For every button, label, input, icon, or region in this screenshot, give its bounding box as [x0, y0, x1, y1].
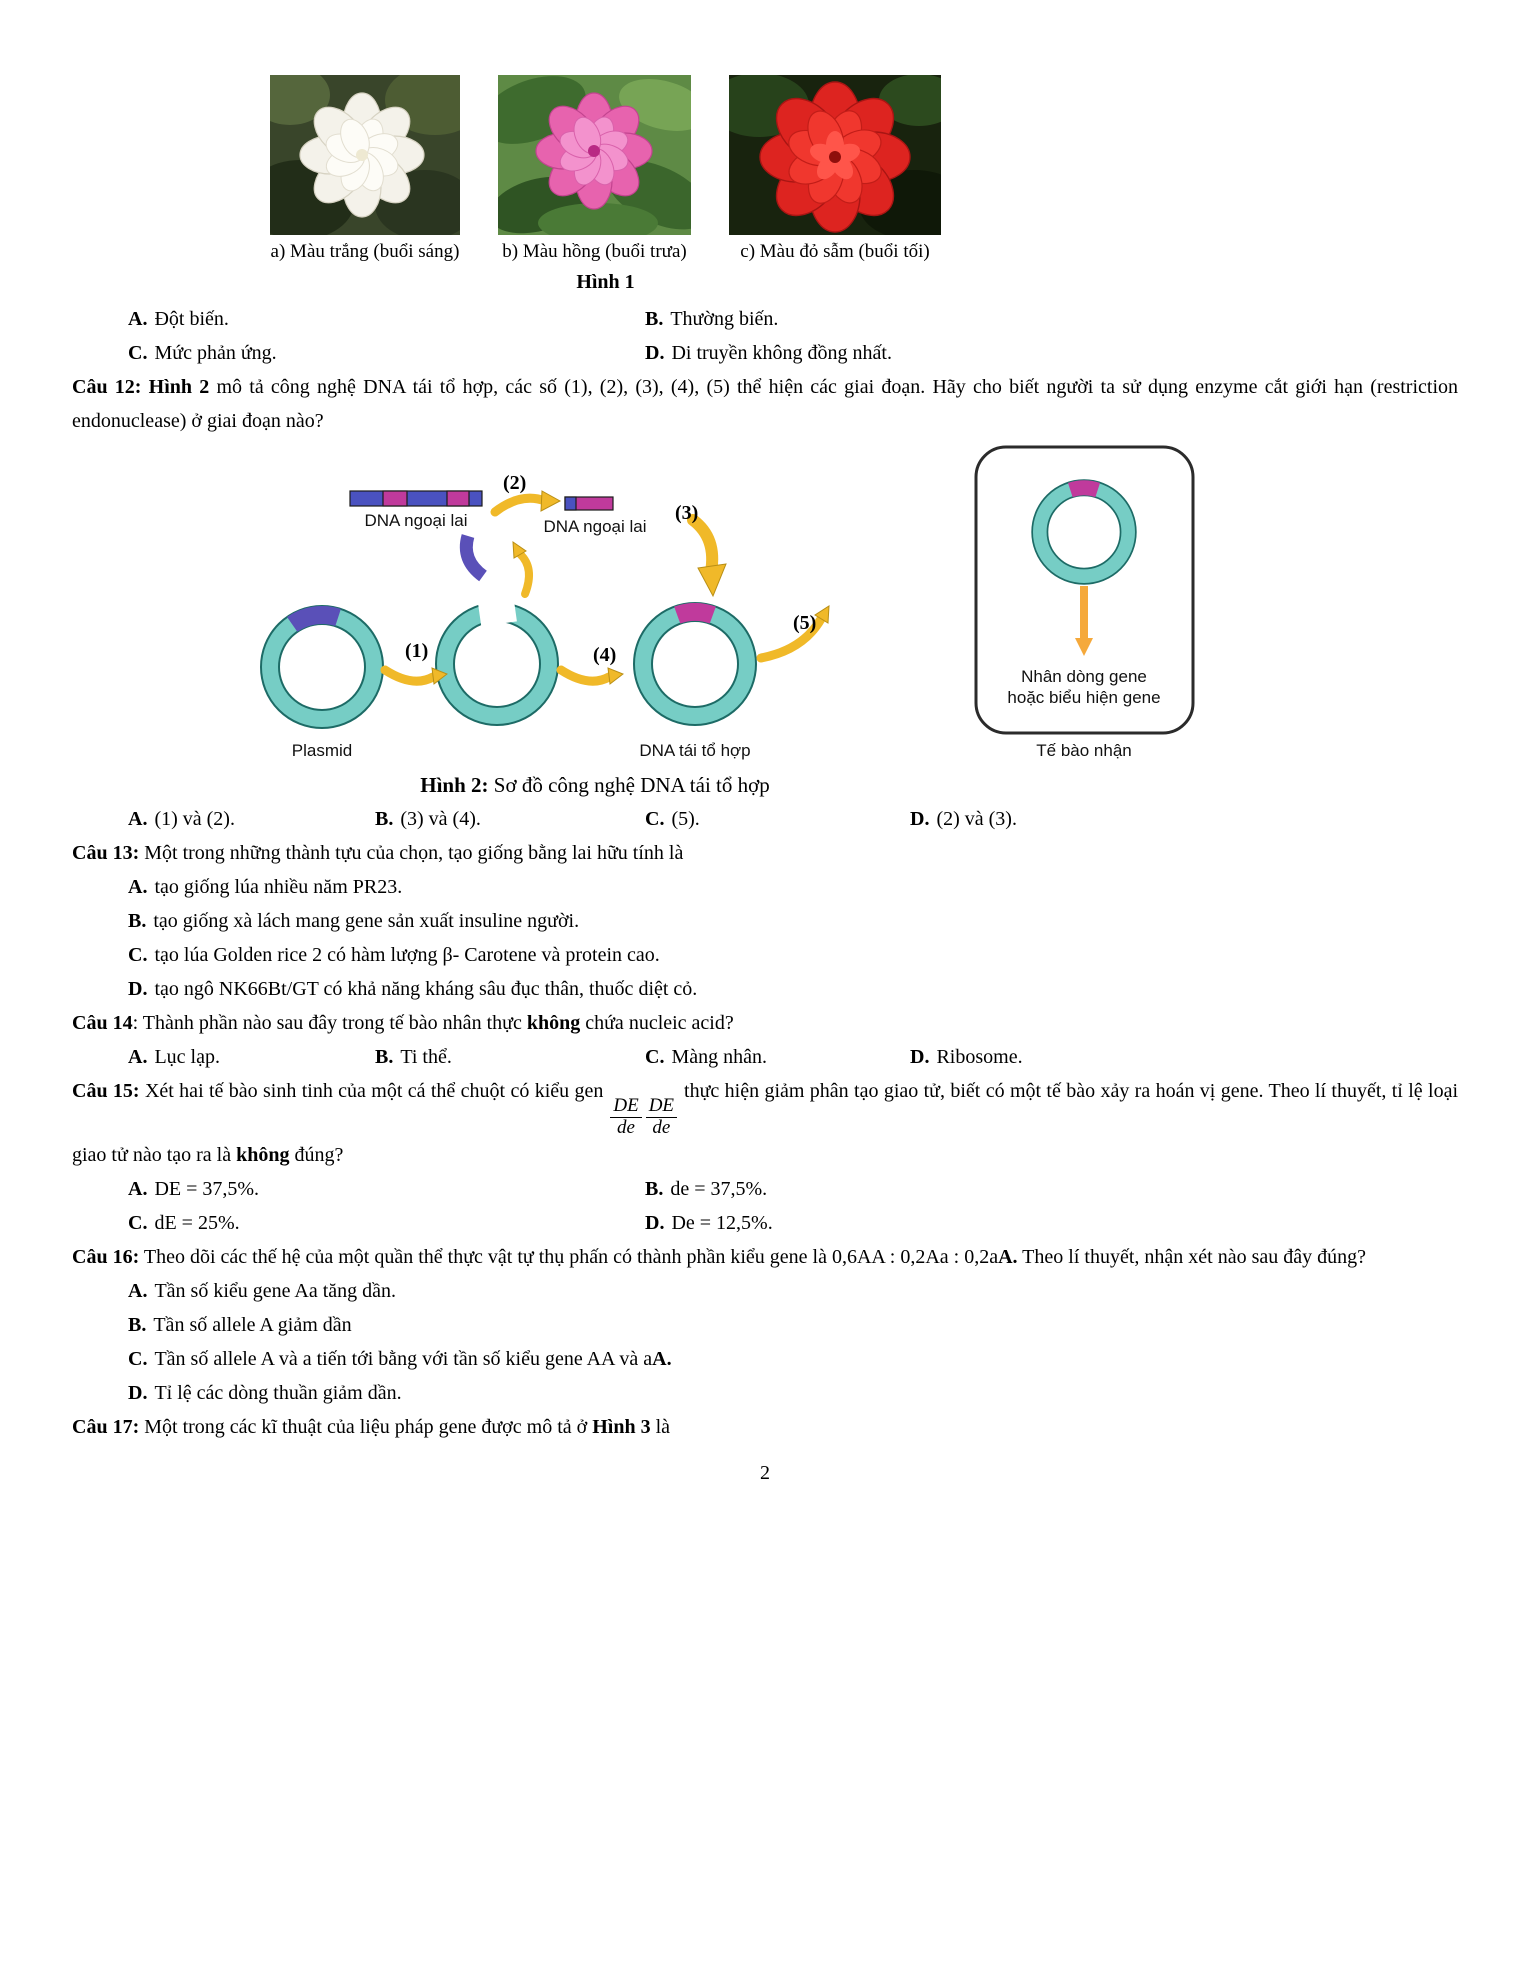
genotype-fraction-2 — [646, 1096, 677, 1138]
option-text: Di truyền không đồng nhất. — [671, 342, 892, 364]
q11-option-d — [645, 336, 892, 370]
q17-text-1: Một trong các kĩ thuật của liệu pháp gene được mô tả ở — [139, 1416, 593, 1439]
option-label: D. — [910, 808, 930, 830]
photo-pink-flower — [498, 75, 691, 263]
option-label: B. — [645, 1178, 664, 1201]
q16-number: Câu 16: — [72, 1246, 140, 1269]
option-text: Thường biến. — [670, 308, 779, 330]
option-text: DE = 37,5%. — [154, 1178, 260, 1201]
figure1 — [270, 75, 941, 294]
option-text: Tỉ lệ các dòng thuần giảm dần. — [154, 1382, 402, 1405]
pink-flower-image — [498, 75, 691, 235]
genotype-fractions — [608, 1080, 679, 1138]
opened-plasmid-ring — [436, 592, 558, 725]
q16-stem — [72, 1240, 1458, 1274]
option-label: B. — [375, 808, 394, 830]
q14-number: Câu 14 — [72, 1012, 133, 1034]
label-gene-cloning-line2: hoặc biểu hiện gene — [1007, 688, 1161, 708]
fraction-denominator: de — [652, 1116, 671, 1138]
option-text: dE = 25%. — [154, 1212, 240, 1235]
step-5-label: (5) — [793, 612, 817, 634]
step-4-label: (4) — [593, 644, 617, 666]
label-recombinant-dna: DNA tái tổ hợp — [639, 741, 751, 760]
option-label: A. — [128, 808, 148, 830]
fraction-numerator: DE — [646, 1096, 677, 1118]
label-gene-cloning — [989, 666, 1179, 709]
q15-option-c — [128, 1206, 240, 1240]
option-text: (5). — [671, 808, 700, 830]
option-label: B. — [128, 1314, 147, 1337]
option-text: de = 37,5%. — [670, 1178, 768, 1201]
q13-option-c — [72, 938, 1458, 972]
q15-options-row-1 — [72, 1172, 1458, 1206]
q15-bold-not: không — [236, 1144, 290, 1167]
q14-option-a — [128, 1040, 220, 1074]
option-label: B. — [375, 1046, 394, 1068]
q14-stem — [72, 1006, 1458, 1040]
option-text: Lục lạp. — [154, 1046, 220, 1068]
figure2-graphic — [255, 444, 1205, 764]
option-text: (2) và (3). — [936, 808, 1017, 830]
figure2-diagram — [255, 444, 1205, 764]
option-text: Ti thể. — [400, 1046, 452, 1068]
q15-text-3: đúng? — [289, 1144, 344, 1167]
figure2-caption-text: Sơ đồ công nghệ DNA tái tổ hợp — [488, 773, 770, 797]
label-foreign-dna-2: DNA ngoại lai — [543, 517, 647, 536]
q12-option-c — [645, 802, 700, 836]
photo-caption-a: a) Màu trắng (buổi sáng) — [270, 241, 460, 262]
q14-option-b — [375, 1040, 452, 1074]
option-label: B. — [128, 910, 147, 932]
option-label: C. — [128, 342, 148, 364]
q12-option-d — [910, 802, 1017, 836]
option-text: (1) và (2). — [154, 808, 235, 830]
option-text: (3) và (4). — [400, 808, 481, 830]
option-label: A. — [128, 1178, 148, 1201]
genotype-fraction-1 — [610, 1096, 641, 1138]
q15-option-a — [128, 1172, 259, 1206]
white-flower-image — [270, 75, 460, 235]
photo-caption-b: b) Màu hồng (buổi trưa) — [502, 241, 687, 262]
q16-bold-a: A. — [998, 1246, 1018, 1269]
option-text: tạo giống lúa nhiều năm PR23. — [154, 876, 403, 898]
option-text: tạo lúa Golden rice 2 có hàm lượng β- Carotene và protein cao. — [154, 944, 660, 966]
option-text: Ribosome. — [936, 1046, 1023, 1068]
q13-option-d — [72, 972, 1458, 1006]
option-text: tạo ngô NK66Bt/GT có khả năng kháng sâu đục thân, thuốc diệt cỏ. — [154, 978, 698, 1000]
figure2-caption-number: Hình 2: — [420, 773, 489, 797]
q16-text-2: Theo lí thuyết, nhận xét nào sau đây đúng? — [1017, 1246, 1366, 1269]
q11-option-c — [128, 336, 277, 370]
label-foreign-dna-1: DNA ngoại lai — [364, 511, 468, 530]
option-label: C. — [128, 1348, 148, 1371]
q17-text-2: là — [650, 1416, 670, 1439]
q13-number: Câu 13: — [72, 842, 140, 864]
q16-option-b — [72, 1308, 1458, 1342]
q14-options-row — [72, 1040, 1458, 1074]
option-text: Mức phản ứng. — [154, 342, 277, 364]
q13-option-a — [72, 870, 1458, 904]
plasmid-ring — [261, 606, 383, 728]
q12-number: Câu 12: Hình 2 — [72, 376, 210, 398]
foreign-dna-bar-1 — [350, 491, 482, 506]
q15-stem — [72, 1074, 1458, 1172]
option-text: Tần số kiểu gene Aa tăng dần. — [154, 1280, 397, 1303]
option-text-bold: A. — [652, 1348, 672, 1371]
option-label: C. — [128, 944, 148, 966]
photo-white-flower — [270, 75, 460, 263]
option-label: B. — [645, 308, 664, 330]
q13-stem — [72, 836, 1458, 870]
option-label: A. — [128, 1046, 148, 1068]
option-text: Đột biến. — [154, 308, 229, 330]
option-label: C. — [645, 1046, 665, 1068]
q12-option-a — [128, 802, 235, 836]
q15-option-b — [645, 1172, 767, 1206]
q14-option-d — [910, 1040, 1023, 1074]
option-label: A. — [128, 308, 148, 330]
figure1-title: Hình 1 — [576, 271, 635, 293]
option-label: C. — [128, 1212, 148, 1235]
q11-option-b — [645, 302, 778, 336]
q13-option-b — [72, 904, 1458, 938]
option-label: A. — [128, 1280, 148, 1303]
option-label: C. — [645, 808, 665, 830]
q12-text: mô tả công nghệ DNA tái tổ hợp, các số (1), (2), (3), (4), (5) thể hiện các giai đoạn. Hãy cho biết người ta sử dụng enzyme cắt giới hạn (restriction endonuclease) ở giai đoạn nào? — [72, 376, 1458, 432]
q11-option-a — [128, 302, 229, 336]
q17-stem — [72, 1410, 1458, 1444]
figure2-caption — [0, 768, 1288, 802]
q15-option-d — [645, 1206, 773, 1240]
q17-bold-figure3: Hình 3 — [592, 1416, 651, 1439]
q14-option-c — [645, 1040, 767, 1074]
fraction-denominator: de — [617, 1116, 635, 1138]
red-flower-image — [729, 75, 941, 235]
q13-text: Một trong những thành tựu của chọn, tạo giống bằng lai hữu tính là — [139, 842, 684, 864]
recombinant-plasmid-ring — [634, 603, 756, 725]
q14-text-1: : Thành phần nào sau đây trong tế bào nhân thực — [132, 1012, 527, 1034]
q16-text-1: Theo dõi các thế hệ của một quần thể thực vật tự thụ phấn có thành phần kiểu gene là 0,6AA : 0,2Aa : 0,2a — [139, 1246, 999, 1269]
q15-number: Câu 15: — [72, 1080, 140, 1102]
photo-caption-c: c) Màu đỏ sẫm (buổi tối) — [740, 241, 930, 262]
photo-red-flower — [729, 75, 941, 263]
q15-options-row-2 — [72, 1206, 1458, 1240]
q11-options-row-1 — [72, 302, 1458, 336]
q16-option-c — [72, 1342, 1458, 1376]
option-label: D. — [128, 978, 148, 1000]
step-3-label: (3) — [675, 502, 699, 524]
label-host-cell: Tế bào nhận — [1036, 741, 1132, 760]
option-text: Màng nhân. — [671, 1046, 767, 1068]
q14-text-2: chứa nucleic acid? — [580, 1012, 734, 1034]
q12-options-row — [72, 802, 1458, 836]
option-label: A. — [128, 876, 148, 898]
option-text: tạo giống xà lách mang gene sản xuất insuline người. — [153, 910, 580, 932]
q16-option-a — [72, 1274, 1458, 1308]
q12-stem — [72, 370, 1458, 438]
option-label: D. — [910, 1046, 930, 1068]
option-text: De = 12,5%. — [671, 1212, 773, 1235]
label-plasmid: Plasmid — [291, 741, 353, 760]
fraction-numerator: DE — [610, 1096, 641, 1118]
q16-option-d — [72, 1376, 1458, 1410]
option-label: D. — [128, 1382, 148, 1405]
q11-options-row-2 — [72, 336, 1458, 370]
q17-number: Câu 17: — [72, 1416, 140, 1439]
cut-fragment — [466, 536, 483, 576]
option-text: Tần số allele A giảm dần — [153, 1314, 352, 1337]
q14-bold-not: không — [526, 1012, 581, 1034]
step-2-label: (2) — [503, 472, 527, 494]
label-gene-cloning-line1: Nhân dòng gene — [1021, 667, 1147, 686]
page-number: 2 — [760, 1462, 770, 1484]
q15-text-2: thực hiện giảm phân tạo giao tử, biết có một tế bào xảy ra hoán vị gene. Theo lí thuyết, tỉ lệ loại giao tử nào tạo ra là — [72, 1080, 1458, 1167]
option-text: Tần số allele A và a tiến tới bằng với tần số kiểu gene AA và a — [154, 1348, 653, 1371]
foreign-dna-bar-2 — [565, 497, 613, 510]
q15-text-1: Xét hai tế bào sinh tinh của một cá thể chuột có kiểu gen — [139, 1080, 604, 1102]
option-label: D. — [645, 1212, 665, 1235]
q12-option-b — [375, 802, 481, 836]
step-1-label: (1) — [405, 640, 429, 662]
figure1-photos — [270, 75, 941, 263]
option-label: D. — [645, 342, 665, 364]
